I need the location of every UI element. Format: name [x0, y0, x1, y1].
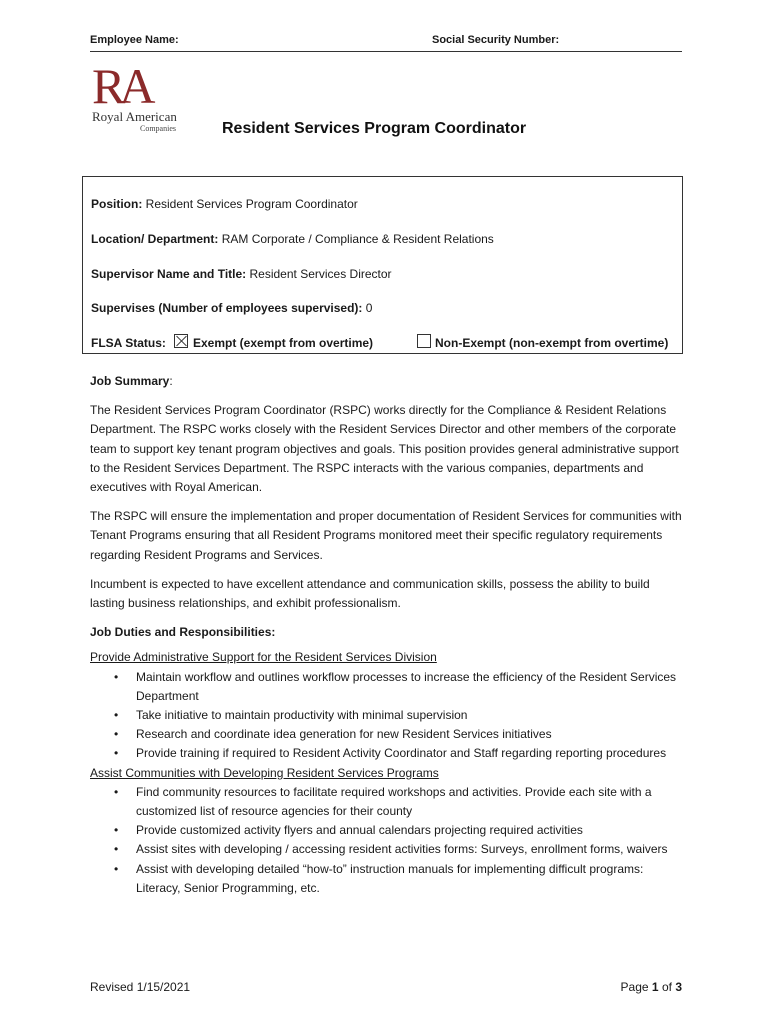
job-summary-colon: :: [169, 374, 173, 388]
duties-heading: Job Duties and Responsibilities:: [90, 625, 276, 640]
duty-item: • Maintain workflow and outlines workflow processes to increase the efficiency of the Resident Services Department: [114, 668, 682, 706]
logo-company-name: Royal American: [92, 109, 177, 124]
company-logo: [92, 58, 192, 136]
nonexempt-label: Non-Exempt (non-exempt from overtime): [435, 336, 669, 350]
summary-paragraph: The Resident Services Program Coordinator (RSPC) works directly for the Compliance & Resident Relations Department. The RSPC works closely with the Resident Services Director and other members of the corporate team to support key tenant program objectives and goals. This position provides general administrative support to the Resident Services Department. The RSPC interacts with the various companies, departments and executives with Royal American.: [90, 403, 679, 495]
position-row: [91, 197, 358, 211]
page-total: 3: [675, 980, 682, 994]
position-value: Resident Services Program Coordinator: [145, 197, 358, 211]
duty-item: • Take initiative to maintain productivity with minimal supervision: [114, 706, 682, 725]
page-word: Page: [620, 980, 649, 994]
duty-section-title: Provide Administrative Support for the Resident Services Division: [90, 650, 437, 665]
logo-mark: RA: [92, 58, 150, 114]
duty-item: • Assist sites with developing / accessing resident activities forms: Surveys, enrollment forms, waivers: [114, 840, 682, 859]
location-label: Location/ Department:: [91, 232, 219, 246]
duty-item: • Research and coordinate idea generation for new Resident Services initiatives: [114, 725, 682, 744]
supervises-label: Supervises (Number of employees supervised):: [91, 301, 363, 315]
location-value: RAM Corporate / Compliance & Resident Relations: [221, 232, 494, 246]
duty-item: • Provide customized activity flyers and annual calendars projecting required activities: [114, 821, 682, 840]
supervisor-value: Resident Services Director: [249, 267, 392, 281]
flsa-row: [91, 336, 166, 350]
supervisor-row: [91, 267, 392, 281]
exempt-checkbox[interactable]: [174, 334, 188, 348]
document-body: [90, 372, 682, 898]
duty-list: [114, 668, 682, 764]
duty-section-title: Assist Communities with Developing Resident Services Programs: [90, 765, 439, 780]
revised-date: Revised 1/15/2021: [90, 980, 191, 994]
duty-list: [114, 783, 682, 898]
employee-name-label: Employee Name:: [90, 34, 179, 46]
job-summary-heading-text: Job Summary: [90, 374, 170, 388]
of-word: of: [661, 980, 672, 994]
summary-paragraph: Incumbent is expected to have excellent attendance and communication skills, possess the ability to build lasting business relationships, and exhibit professionalism.: [90, 576, 650, 611]
position-label: Position:: [91, 197, 143, 211]
logo-company-sub: Companies: [140, 124, 176, 133]
duty-item: • Assist with developing detailed “how-to” instruction manuals for implementing difficult programs: Literacy, Senior Programming, etc.: [114, 860, 682, 898]
supervises-row: [91, 301, 372, 315]
page-indicator: [621, 980, 682, 994]
exempt-label: Exempt (exempt from overtime): [193, 336, 374, 350]
position-info-box: [82, 176, 683, 354]
document-title: Resident Services Program Coordinator: [222, 120, 527, 137]
summary-paragraph: The RSPC will ensure the implementation and proper documentation of Resident Services for communities with Tenant Programs ensuring that all Resident Programs monitored meet their specific regulatory requirements regarding Resident Programs and Services.: [90, 509, 682, 562]
duty-item: • Find community resources to facilitate required workshops and activities. Provide each site with a customized list of resource agencies for their county: [114, 783, 682, 821]
location-row: [91, 232, 494, 246]
supervisor-label: Supervisor Name and Title:: [91, 267, 247, 281]
ssn-label: Social Security Number:: [432, 34, 560, 46]
flsa-label: FLSA Status:: [91, 336, 166, 350]
job-summary-heading: [90, 372, 682, 391]
page-number: 1: [651, 980, 659, 994]
supervises-value: 0: [365, 301, 373, 315]
duty-item: • Provide training if required to Resident Activity Coordinator and Staff regarding reporting procedures: [114, 744, 682, 763]
nonexempt-checkbox[interactable]: [417, 334, 431, 348]
header-fields: [90, 34, 682, 52]
